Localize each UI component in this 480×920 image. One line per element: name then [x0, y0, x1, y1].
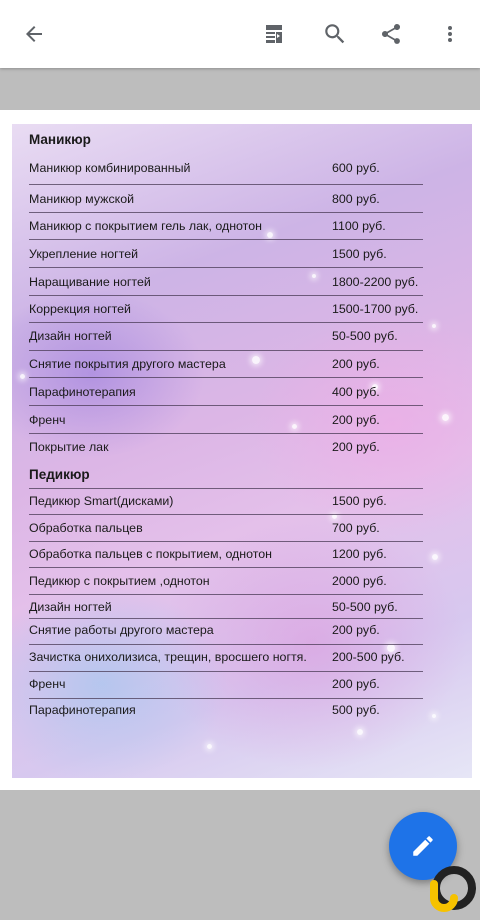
section-title-pedicure: Педикюр: [29, 467, 90, 482]
service-price: 50-500 руб.: [332, 600, 398, 614]
service-name: Обработка пальцев: [29, 521, 143, 535]
service-price: 200 руб.: [332, 677, 380, 691]
divider: [29, 405, 423, 406]
service-name: Дизайн ногтей: [29, 329, 112, 343]
price-row: [29, 494, 423, 514]
price-row: [29, 574, 423, 594]
more-options-button[interactable]: [430, 14, 470, 54]
price-list-image: [12, 124, 472, 778]
price-row: [29, 623, 423, 643]
share-icon: [379, 22, 403, 46]
divider: [29, 618, 423, 619]
price-row: [29, 440, 423, 460]
divider: [29, 671, 423, 672]
service-name: Обработка пальцев с покрытием, однотон: [29, 547, 273, 561]
service-price: 1100 руб.: [332, 219, 386, 233]
divider: [29, 212, 423, 213]
more-vert-icon: [438, 22, 462, 46]
divider: [29, 184, 423, 185]
service-price: 1200 руб.: [332, 547, 387, 561]
price-row: [29, 302, 423, 322]
service-name: Снятие покрытия другого мастера: [29, 357, 226, 371]
price-row: [29, 677, 423, 697]
price-list: [12, 124, 472, 778]
divider: [29, 488, 423, 489]
divider: [29, 541, 423, 542]
edit-pencil-icon: [410, 833, 436, 859]
divider: [29, 567, 423, 568]
service-price: 1500 руб.: [332, 494, 387, 508]
service-name: Маникюр комбинированный: [29, 161, 191, 175]
yandex-logo-icon: [424, 864, 476, 916]
service-price: 200 руб.: [332, 357, 380, 371]
price-row: [29, 413, 423, 433]
app-toolbar: [0, 0, 480, 68]
service-name: Покрытие лак: [29, 440, 109, 454]
service-name: Дизайн ногтей: [29, 600, 112, 614]
search-icon: [322, 21, 348, 47]
price-row: [29, 703, 423, 723]
divider: [29, 350, 423, 351]
service-price: 50-500 руб.: [332, 329, 398, 343]
document-mode-icon: [262, 22, 286, 46]
divider: [29, 433, 423, 434]
service-name: Педикюр с покрытием ,однотон: [29, 574, 210, 588]
service-name: Наращивание ногтей: [29, 275, 151, 289]
search-button[interactable]: [315, 14, 355, 54]
price-row: [29, 385, 423, 405]
service-name: Педикюр Smart(дисками): [29, 494, 174, 508]
share-button[interactable]: [371, 14, 411, 54]
viewer-gap-top: [0, 68, 480, 110]
service-price: 700 руб.: [332, 521, 380, 535]
service-name: Маникюр мужской: [29, 192, 135, 206]
service-price: 1800-2200 руб.: [332, 275, 419, 289]
service-price: 2000 руб.: [332, 574, 387, 588]
price-row: [29, 521, 423, 541]
divider: [29, 514, 423, 515]
back-button[interactable]: [14, 14, 54, 54]
section-title-manicure: Маникюр: [29, 132, 91, 147]
back-arrow-icon: [22, 22, 46, 46]
divider: [29, 377, 423, 378]
service-price: 200-500 руб.: [332, 650, 405, 664]
service-price: 200 руб.: [332, 413, 380, 427]
divider: [29, 322, 423, 323]
service-name: Френч: [29, 413, 66, 427]
service-price: 1500 руб.: [332, 247, 387, 261]
service-name: Парафинотерапия: [29, 703, 136, 717]
price-row: [29, 357, 423, 377]
service-name: Коррекция ногтей: [29, 302, 131, 316]
service-name: Зачистка онихолизиса, трещин, вросшего ногтя.: [29, 650, 307, 664]
price-row: [29, 650, 423, 670]
price-row: [29, 275, 423, 295]
price-row: [29, 219, 423, 239]
price-row: [29, 547, 423, 567]
service-price: 400 руб.: [332, 385, 380, 399]
service-name: Парафинотерапия: [29, 385, 136, 399]
divider: [29, 698, 423, 699]
divider: [29, 295, 423, 296]
service-name: Френч: [29, 677, 66, 691]
price-row: [29, 247, 423, 267]
price-row: [29, 161, 423, 181]
service-name: Снятие работы другого мастера: [29, 623, 214, 637]
divider: [29, 267, 423, 268]
price-row: [29, 192, 423, 212]
price-row: [29, 600, 423, 620]
service-name: Укрепление ногтей: [29, 247, 139, 261]
divider: [29, 239, 423, 240]
service-price: 600 руб.: [332, 161, 380, 175]
service-price: 1500-1700 руб.: [332, 302, 419, 316]
service-price: 800 руб.: [332, 192, 380, 206]
service-price: 500 руб.: [332, 703, 380, 717]
service-price: 200 руб.: [332, 440, 380, 454]
price-row: [29, 329, 423, 349]
service-name: Маникюр с покрытием гель лак, однотон: [29, 219, 262, 233]
divider: [29, 644, 423, 645]
document-mode-button[interactable]: [254, 14, 294, 54]
divider: [29, 594, 423, 595]
service-price: 200 руб.: [332, 623, 380, 637]
